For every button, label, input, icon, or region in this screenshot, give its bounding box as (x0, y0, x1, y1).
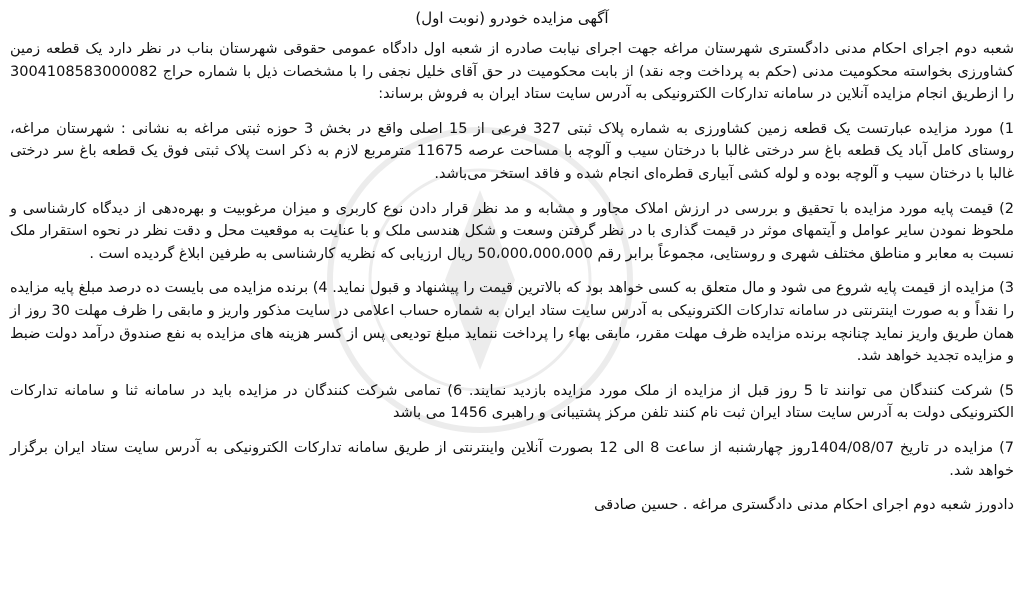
notice-item-1: 1) مورد مزایده عبارتست یک قطعه زمین کشاورزی به شماره پلاک ثبتی 327 فرعی از 15 اصلی واقع در بخش 3 حوزه ثبتی مراغه به نشانی : شهرستان مراغه، روستای کامل آباد یک قطعه باغ سر درختی غالبا با درختان سیب و آلوچه با مساحت عرصه 11675 مترمربع لازم به ذکر است پلاک ثبتی فوق یک قطعه باغ سر درختی غالبا با درختان سیب و آلوچه بوده و لوله کشی آبیاری قطره‌ای انجام شده و فاقد استخر می‌باشد. (10, 120, 1015, 182)
notice-signature: دادورز شعبه دوم اجرای احکام مدنی دادگستری مراغه . حسین صادقی (594, 497, 1014, 514)
notice-intro: شعبه دوم اجرای احکام مدنی دادگستری شهرستان مراغه جهت اجرای نیابت صادره از شعبه اول دادگاه عمومی حقوقی شهرستان بناب در نظر دارد یک قطعه زمین کشاورزی بخواسته محکومیت مدنی (حکم به پرداخت وجه نقد) از بابت محکومیت در حق آقای خلیل نجفی را با مشخصات ذیل با شماره حراج 3004108583000082 را ازطریق انجام مزایده آنلاین در سامانه تدارکات الکترونیکی به آدرس سایت ستاد ایران به فروش برساند: (10, 41, 1014, 103)
notice-item-3: 3) مزایده از قیمت پایه شروع می شود و مال متعلق به کسی خواهد بود که بالاترین قیمت را پیشنهاد و قبول نماید. 4) برنده مزایده می بایست ده درصد مبلغ پایه مزایده را نقداً و به صورت اینترنتی در سامانه تدارکات الکترونیکی به آدرس سایت ستاد ایران به شماره حساب اعلامی در سایت مذکور واریز و مابقی را ظرف مهلت 30 روز از همان طریق واریز نماید چنانچه برنده مزایده ظرف مهلت مقرر، مابقی بهاء را پرداخت ننماید مبلغ تودیعی پس از کسر هزینه های مزایده به نفع صندوق درآمد دولت ضبط و مزایده تجدید خواهد شد. (10, 280, 1014, 365)
notice-title: آگهی مزایده خودرو (نوبت اول) (415, 9, 609, 27)
notice-item-5: 7) مزایده در تاریخ 1404/08/07روز چهارشنبه از ساعت 8 الی 12 بصورت آنلاین واینترنتی از طریق سامانه تدارکات الکترونیکی به آدرس سایت ستاد ایران برگزار خواهد شد. (10, 439, 1014, 479)
notice-item-2: 2) قیمت پایه مورد مزایده با تحقیق و بررسی در ارزش املاک مجاور و مشابه و مد نظر قرار دادن نوع کاربری و میزان مرغوبیت و بهره‌دهی از دیدگاه کارشناسی و ملحوظ نمودن سایر عوامل و آیتمهای موثر در قیمت گذاری با در نظر گرفتن وسعت و شکل هندسی ملک و با عنایت به موقعیت محل و دقت نظر در نحوه استقرار ملک نسبت به معابر و مناطق مختلف شهری و روستایی، مجموعاً برابر رقم 50،000،000،000 ریال ارزیابی که نظریه کارشناسی به طرفین ابلاغ گردیده است . (10, 200, 1014, 262)
auction-notice (10, 6, 1014, 517)
notice-item-4: 5) شرکت کنندگان می توانند تا 5 روز قبل از مزایده از ملک مورد مزایده بازدید نمایند. 6) تمامی شرکت کنندگان در مزایده باید در سامانه ثنا و سامانه تدارکات الکترونیکی دولت به آدرس سایت ستاد ایران ثبت نام کنند تلفن مرکز پشتیبانی و راهبری 1456 می باشد (10, 382, 1014, 422)
